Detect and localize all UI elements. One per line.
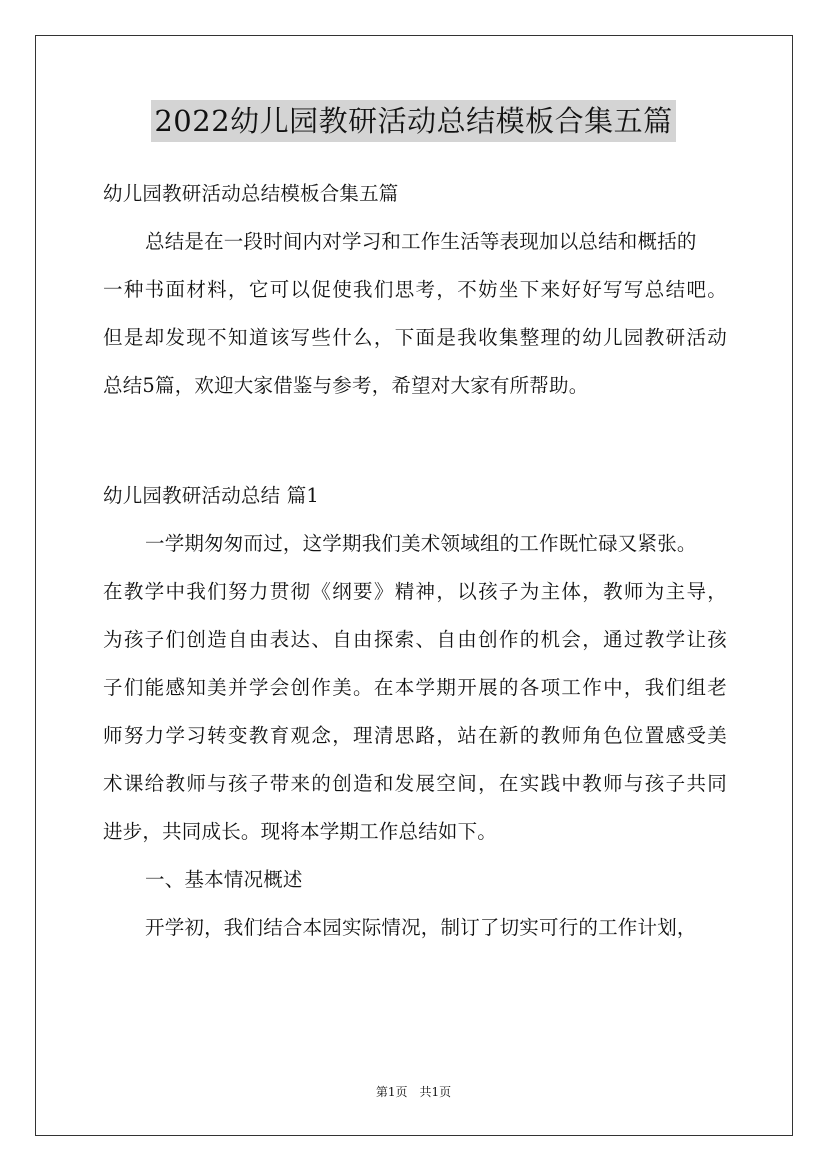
page-number: 第1页: [375, 1085, 408, 1099]
document-title: 2022幼儿园教研活动总结模板合集五篇: [151, 100, 675, 142]
intro-paragraph-line: 一种书面材料，它可以促使我们思考，不妨坐下来好好写写总结吧。: [103, 278, 727, 301]
body-paragraph-line: 师努力学习转变教育观念，理清思路，站在新的教师角色位置感受美: [103, 724, 727, 747]
body-paragraph-line: 术课给教师与孩子带来的创造和发展空间，在实践中教师与孩子共同: [103, 772, 727, 795]
body-paragraph-line: 开学初，我们结合本园实际情况，制订了切实可行的工作计划，: [145, 916, 697, 939]
title-wrap: [0, 100, 827, 142]
body-paragraph-line: 进步，共同成长。现将本学期工作总结如下。: [103, 820, 498, 843]
page-total: 共1页: [419, 1085, 452, 1099]
intro-paragraph-line: 但是却发现不知道该写些什么，下面是我收集整理的幼儿园教研活动: [103, 326, 727, 349]
intro-paragraph-line: 总结5篇，欢迎大家借鉴与参考，希望对大家有所帮助。: [103, 374, 589, 397]
document-body: [103, 178, 727, 960]
body-paragraph-line: 在教学中我们努力贯彻《纲要》精神，以孩子为主体，教师为主导，: [103, 580, 727, 603]
page-footer: [0, 1083, 827, 1100]
subheading: 一、基本情况概述: [145, 868, 303, 891]
body-paragraph-line: 子们能感知美并学会创作美。在本学期开展的各项工作中，我们组老: [103, 676, 727, 699]
intro-paragraph-line: 总结是在一段时间内对学习和工作生活等表现加以总结和概括的: [145, 230, 697, 253]
body-paragraph-line: 为孩子们创造自由表达、自由探索、自由创作的机会，通过教学让孩: [103, 628, 727, 651]
paragraph-gap: [103, 418, 727, 480]
document-subtitle: 幼儿园教研活动总结模板合集五篇: [103, 182, 399, 205]
section-heading: 幼儿园教研活动总结 篇1: [103, 484, 320, 507]
body-paragraph-line: 一学期匆匆而过，这学期我们美术领域组的工作既忙碌又紧张。: [145, 532, 697, 555]
